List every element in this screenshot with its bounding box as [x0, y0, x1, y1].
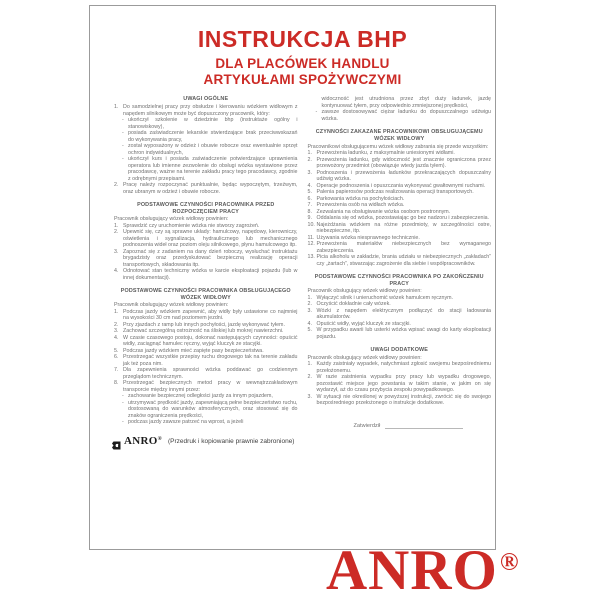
item-marker: 3.	[114, 328, 119, 335]
item-text: Oczyścić dokładnie cały wózek.	[316, 301, 391, 308]
item-text: Upewnić się, czy są sprawne układy: hamulcowy, napędowy, kierowniczy, oświetlenia i sygnalizacja, hydraulicznego lub mechanicznego podnoszenia wideł oraz poziom oleju silnikowego, płynu hamulcowego itp.	[123, 229, 298, 249]
item-marker: 12.	[307, 241, 315, 248]
item-text: Podnoszenia i przewożenia ładunków przekraczających dopuszczalny udźwig wózka.	[316, 169, 491, 183]
text-column-left	[114, 96, 298, 428]
item-text: utrzymywać prędkość jazdy, zapewniającą pełne bezpieczeństwo ruchu, dostosowaną do warunków atmosferycznych, oraz stosować się do znaków ograniczenia prędkości,	[128, 399, 298, 419]
item-text: Dla zapewnienia sprawności wózka poddawać go codziennym przeglądom technicznym.	[123, 367, 298, 380]
section-intro: Pracownik obsługujący wózek widłowy powinien:	[307, 288, 422, 295]
item-marker: 1.	[307, 361, 312, 368]
anro-watermark	[326, 539, 519, 602]
item-marker: 11.	[307, 234, 315, 241]
item-marker: -	[122, 143, 124, 150]
item-marker: 2.	[307, 301, 312, 308]
instruction-section	[114, 96, 298, 195]
item-text: widoczność jest utrudniona przez zbyt duży ładunek, jazdę kontynuować tyłem, przy odpowiednio zmniejszonej prędkości,	[321, 96, 491, 109]
page-footer	[112, 436, 495, 447]
page-subtitle	[114, 56, 491, 87]
item-text: Najeżdżania wózkiem na różne przedmioty, w szczególności ostre, niebezpieczne, itp.	[316, 221, 491, 235]
item-text: Do samodzielnej pracy przy obsłudze i kierowaniu wózkiem widłowym z napędem silnikowym może być dopuszczony pracownik, który:	[123, 104, 298, 117]
instruction-item	[114, 268, 298, 281]
item-text: ukończył szkolenie w dziedzinie bhp (instruktaże ogólny i stanowiskowy),	[128, 117, 298, 130]
instruction-subitem	[122, 143, 298, 156]
item-marker: 3.	[114, 248, 119, 255]
item-text: Podczas jazdy wózkiem zapewnić, aby widły były ustawione co najmniej na wysokości 30 cm nad poziomem jezdni.	[123, 308, 298, 322]
item-text: Zachować szczególną ostrożność na śliskiej lub mokrej nawierzchni.	[123, 328, 284, 335]
section-intro: Pracownik obsługujący wózek widłowy powinien:	[114, 216, 229, 223]
item-text: Wyłączyć silnik i unieruchomić wózek hamulcem ręcznym.	[316, 294, 454, 301]
item-text: Picia alkoholu w zakładzie, brania udziału w niebezpiecznych „zakładach” czy „żartach”, stwarzając zagrożenie dla siebie i współpracowników.	[316, 254, 491, 267]
instruction-item	[114, 104, 298, 117]
instruction-item	[308, 254, 492, 267]
instruction-subitem	[122, 117, 298, 130]
item-text: został wyposażony w odzież i obuwie robocze oraz ewentualnie sprzęt ochron indywidualnych,	[128, 143, 298, 156]
instruction-item	[308, 241, 492, 254]
instruction-section	[308, 274, 492, 340]
instruction-subitem	[122, 130, 298, 143]
footer-brand	[124, 436, 162, 447]
approval-label: Zatwierdził	[353, 422, 381, 429]
item-marker: 8.	[307, 208, 312, 215]
section-heading: UWAGI DODATKOWE	[370, 347, 429, 354]
item-text: Przestrzegać wszystkie przepisy ruchu drogowego tak na terenie zakładu jak też poza nim.	[123, 354, 298, 367]
item-marker: 5.	[307, 189, 312, 196]
instruction-item	[114, 229, 298, 249]
item-text: W razie zaistnienia wypadku przy pracy lub wypadku drogowego, pozostawić miejsce jego powstania w takim stanie, w jakim on się wydarzył, aż do czasu przybycia zespołu powypadkowego.	[316, 374, 491, 394]
item-marker: 7.	[114, 367, 119, 374]
item-text: Odnotować stan techniczny wózka w karcie eksploatacji pojazdu (lub w innej dokumentacji).	[123, 268, 298, 281]
item-text: W sytuacji nie określonej w powyższej instrukcji, zwrócić się do swojego bezpośredniego przełożonego o instrukcje dodatkowe.	[316, 393, 491, 407]
item-marker: 9.	[307, 215, 312, 222]
item-text: Parkowania wózka na pochyłościach.	[316, 195, 405, 202]
instruction-item	[308, 394, 492, 407]
item-marker: 13.	[307, 254, 315, 261]
item-text: Pracę należy rozpoczynać punktualnie, będąc wypoczętym, trzeźwym, oraz ubranym w odzież i obuwie robocze.	[123, 182, 298, 195]
item-marker: 4.	[307, 320, 312, 327]
item-marker: 5.	[114, 347, 119, 354]
item-marker: -	[122, 419, 124, 426]
item-marker: 6.	[114, 354, 119, 361]
instruction-section	[308, 96, 492, 122]
item-text: Oddalania się od wózka, pozostawiając go bez nadzoru i zabezpieczenia.	[316, 215, 490, 222]
instruction-item	[114, 249, 298, 269]
instruction-item	[308, 170, 492, 183]
item-marker: 3.	[307, 393, 312, 400]
bhp-instruction-page	[89, 5, 496, 550]
text-column-right	[308, 96, 492, 428]
item-marker: 1.	[114, 222, 119, 229]
instruction-section	[308, 129, 492, 267]
item-marker: -	[315, 109, 318, 116]
instruction-item	[114, 335, 298, 348]
item-marker: 8.	[114, 380, 119, 387]
approval-line	[354, 423, 492, 429]
item-marker: 3.	[307, 307, 312, 314]
instruction-subitem	[122, 400, 298, 420]
item-text: Palenia papierosów podczas realizowania operacji transportowych.	[316, 189, 474, 196]
item-marker: 3.	[307, 169, 312, 176]
item-text: podczas jazdy zawsze patrzeć na wprost, a jeżeli	[128, 419, 244, 426]
instruction-item	[308, 157, 492, 170]
item-text: ukończył kurs i posiada zaświadczenie potwierdzające uprawnienia operatora lub imienne zezwolenie do obsługi wózka wystawione przez pracodawcę, ważne na terenie zakładu pracy tego pracodawcy, zgodnie z odrębnymi przepisami.	[128, 156, 298, 182]
instruction-item	[114, 380, 298, 393]
item-text: Wózki z napędem elektrycznym podłączyć do stacji ładowania akumulatorów.	[316, 307, 491, 321]
item-text: posiada zaświadczenie lekarskie stwierdzające brak przeciwwskazań do wykonywania pracy,	[128, 130, 298, 143]
item-marker: 6.	[307, 195, 312, 202]
watermark-registered-mark: ®	[499, 549, 519, 576]
item-text: Przewożenia osób na widłach wózka.	[316, 202, 405, 209]
instruction-section	[114, 288, 298, 426]
section-heading: UWAGI OGÓLNE	[183, 96, 229, 103]
item-text: Zapoznać się z zadaniem na dany dzień roboczy, wysłuchać instruktażu brygadzisty oraz przedyskutować bezpieczną realizację operacji transportowych, składowania itp.	[123, 248, 298, 268]
section-intro: Pracownikowi obsługującemu wózek widłowy zabrania się przede wszystkim:	[307, 143, 489, 150]
item-marker: 1.	[114, 104, 119, 111]
item-text: Operacje podnoszenia i opuszczania wykonywać gwałtownymi ruchami.	[316, 182, 486, 189]
anro-mark-icon	[112, 437, 121, 446]
item-marker: 5.	[307, 327, 312, 334]
instruction-item	[114, 354, 298, 367]
watermark-text: ANRO	[326, 539, 498, 602]
item-marker: 2.	[114, 321, 119, 328]
item-text: zawsze dostosowywać ciężar ładunku do dopuszczalnego udźwigu wózka.	[321, 109, 491, 122]
item-marker: 1.	[307, 294, 312, 301]
section-heading: PODSTAWOWE CZYNNOŚCI PRACOWNIKA PO ZAKOŃCZENIU PRACY	[314, 274, 484, 287]
instruction-item	[308, 327, 492, 340]
instruction-item	[308, 222, 492, 235]
item-marker: 7.	[307, 202, 312, 209]
instruction-item	[114, 182, 298, 195]
section-intro: Pracownik obsługujący wózek widłowy powinien:	[307, 354, 422, 361]
item-text: zachowanie bezpiecznej odległości jazdy za innym pojazdem,	[128, 393, 273, 400]
item-marker: 2.	[114, 229, 119, 236]
instruction-item	[308, 308, 492, 321]
item-marker: 2.	[307, 374, 312, 381]
footer-registered-mark: ®	[157, 435, 163, 442]
item-marker: -	[122, 393, 124, 400]
item-marker: 1.	[307, 150, 312, 157]
signature-line	[385, 423, 463, 429]
item-text: Podczas jazdy wózkiem mieć zapięte pasy bezpieczeństwa.	[123, 347, 264, 354]
instruction-section	[114, 202, 298, 281]
page-subtitle-line2: ARTYKUŁAMI SPOŻYWCZYMI	[203, 71, 402, 87]
item-marker: -	[122, 156, 124, 163]
item-marker: -	[122, 117, 124, 124]
section-heading: PODSTAWOWE CZYNNOŚCI PRACOWNIKA OBSŁUGUJĄCEGO WÓZEK WIDŁOWY	[120, 288, 291, 301]
item-text: Opuścić widły, wyjąć kluczyk ze stacyjki.	[316, 320, 411, 327]
instruction-subitem	[316, 109, 492, 122]
item-marker: 1.	[114, 308, 119, 315]
item-marker: 2.	[307, 156, 312, 163]
instruction-item	[114, 367, 298, 380]
instruction-columns	[114, 96, 491, 428]
item-text: Sprawdzić czy uruchomienie wózka nie stworzy zagrożeń.	[123, 222, 260, 229]
section-heading: CZYNNOŚCI ZAKAZANE PRACOWNIKOWI OBSŁUGUJĄCEMU WÓZEK WIDŁOWY	[315, 129, 483, 143]
item-marker: -	[122, 130, 124, 137]
instruction-subitem	[122, 419, 298, 426]
instruction-item	[308, 374, 492, 394]
item-text: W przypadku awarii lub usterki wózka wpisać uwagi do karty eksploatacji pojazdu.	[316, 327, 491, 340]
instruction-item	[308, 361, 492, 374]
copyright-notice: (Przedruk i kopiowanie prawnie zabronione)	[168, 437, 295, 445]
item-marker: 4.	[114, 268, 119, 275]
item-text: Zezwalania na obsługiwanie wózka osobom postronnym.	[316, 208, 451, 215]
footer-brand-text: ANRO	[124, 434, 158, 447]
instruction-section	[308, 347, 492, 407]
section-heading: PODSTAWOWE CZYNNOŚCI PRACOWNIKA PRZED ROZPOCZĘCIEM PRACY	[137, 202, 275, 215]
item-marker: 2.	[114, 182, 119, 189]
page-subtitle-line1: DLA PLACÓWEK HANDLU	[215, 56, 390, 72]
instruction-subitem	[122, 156, 298, 182]
item-text: Każdy zaistniały wypadek, natychmiast zgłosić swojemu bezpośredniemu przełożonemu.	[316, 361, 491, 374]
item-text: Przewożenia materiałów niebezpiecznych bez wymaganego zabezpieczenia.	[316, 241, 491, 254]
item-text: Przy zjazdach z ramp lub innych pochyłości, jazdę wykonywać tyłem.	[123, 321, 285, 328]
instruction-subitem	[322, 96, 492, 109]
item-marker: -	[122, 399, 124, 406]
instruction-item	[114, 309, 298, 322]
page-title: INSTRUKCJA BHP	[197, 26, 408, 52]
item-marker: 4.	[307, 182, 312, 189]
item-text: Przestrzegać bezpiecznych metod pracy w wewnątrzzakładowym transporcie między innymi przez:	[123, 380, 298, 393]
item-text: Używania wózka niesprawnego technicznie.	[316, 234, 420, 241]
item-text: W czasie czasowego postoju, dokonać następujących czynności: opuścić widły, zaciągnąć hamulec ręczny, wyjąć kluczyk ze stacyjki.	[123, 334, 298, 348]
item-marker: 10.	[307, 221, 315, 228]
item-text: Przewożenia ładunku, gdy widoczność jest znacznie ograniczona przez przewożony przedmiot (obowiązuje wtedy jazda tyłem).	[316, 156, 491, 170]
item-text: Przewożenia ładunku, z maksymalnie uniesionymi widłami.	[316, 150, 455, 157]
section-intro: Pracownik obsługujący wózek widłowy powinien:	[114, 302, 229, 309]
item-marker: 4.	[114, 334, 119, 341]
